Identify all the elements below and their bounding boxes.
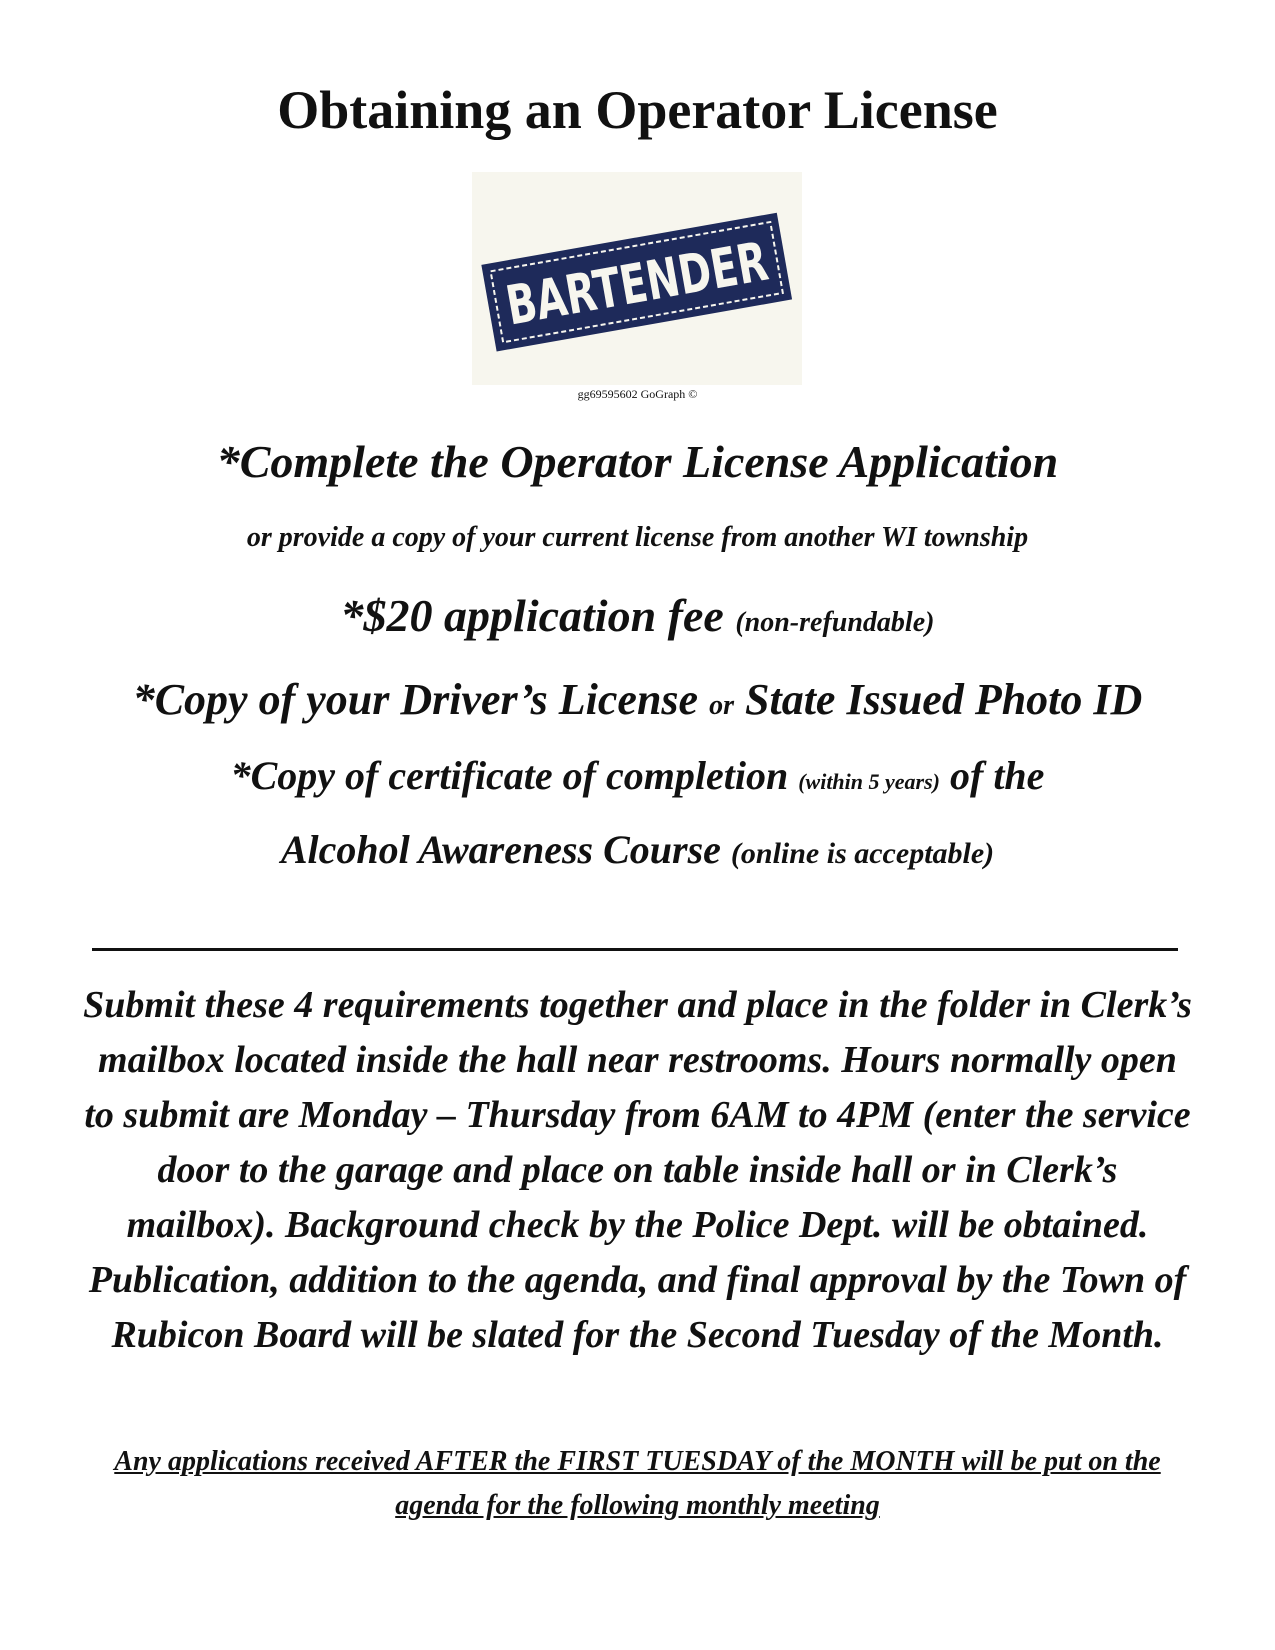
requirement-course-text: Alcohol Awareness Course bbox=[280, 827, 721, 872]
bartender-stamp-graphic bbox=[472, 172, 872, 385]
submission-instructions: Submit these 4 requirements together and place in the folder in Clerk’s mailbox located inside the hall near restrooms. Hours normally open to submit are Monday – Thursday from 6AM to 4PM (enter the service door to the garage and place on table inside hall or in Clerk’s mailbox). Background check by the Police Dept. will be obtained. Publication, addition to the agenda, and final approval by the Town of Rubicon Board will be slated for the Second Tuesday of the Month. bbox=[83, 984, 1192, 1356]
requirement-fee bbox=[0, 584, 1275, 655]
requirement-id-or: or bbox=[709, 690, 734, 721]
requirement-application-text: *Complete the Operator License Application bbox=[216, 436, 1059, 487]
requirement-course-note: (online is acceptable) bbox=[730, 837, 995, 870]
page-title: Obtaining an Operator License bbox=[277, 80, 998, 140]
requirement-course bbox=[0, 820, 1275, 884]
requirement-id bbox=[0, 668, 1275, 738]
requirement-application bbox=[0, 430, 1275, 494]
requirement-fee-note: (non-refundable) bbox=[735, 607, 935, 638]
requirement-fee-text: *$20 application fee bbox=[340, 590, 724, 641]
requirement-id-photo: State Issued Photo ID bbox=[745, 675, 1143, 724]
stamp-text: BARTENDER bbox=[501, 212, 872, 338]
requirement-id-license: *Copy of your Driver’s License bbox=[132, 675, 699, 724]
image-credit: gg69595602 GoGraph © bbox=[577, 387, 698, 401]
deadline-note: Any applications received AFTER the FIRST TUESDAY of the MONTH will be put on the agenda for the following monthly meeting bbox=[114, 1446, 1161, 1521]
requirement-application-alternative-text: or provide a copy of your current license from another WI township bbox=[246, 522, 1029, 553]
requirement-certificate-text: *Copy of certificate of completion bbox=[230, 753, 789, 798]
bartender-stamp-image bbox=[472, 172, 872, 385]
requirement-certificate bbox=[0, 746, 1275, 812]
requirement-certificate-note: (within 5 years) bbox=[798, 769, 940, 794]
requirement-certificate-of-the: of the bbox=[950, 753, 1045, 798]
requirement-application-alternative bbox=[0, 518, 1275, 558]
section-divider bbox=[92, 948, 1178, 951]
